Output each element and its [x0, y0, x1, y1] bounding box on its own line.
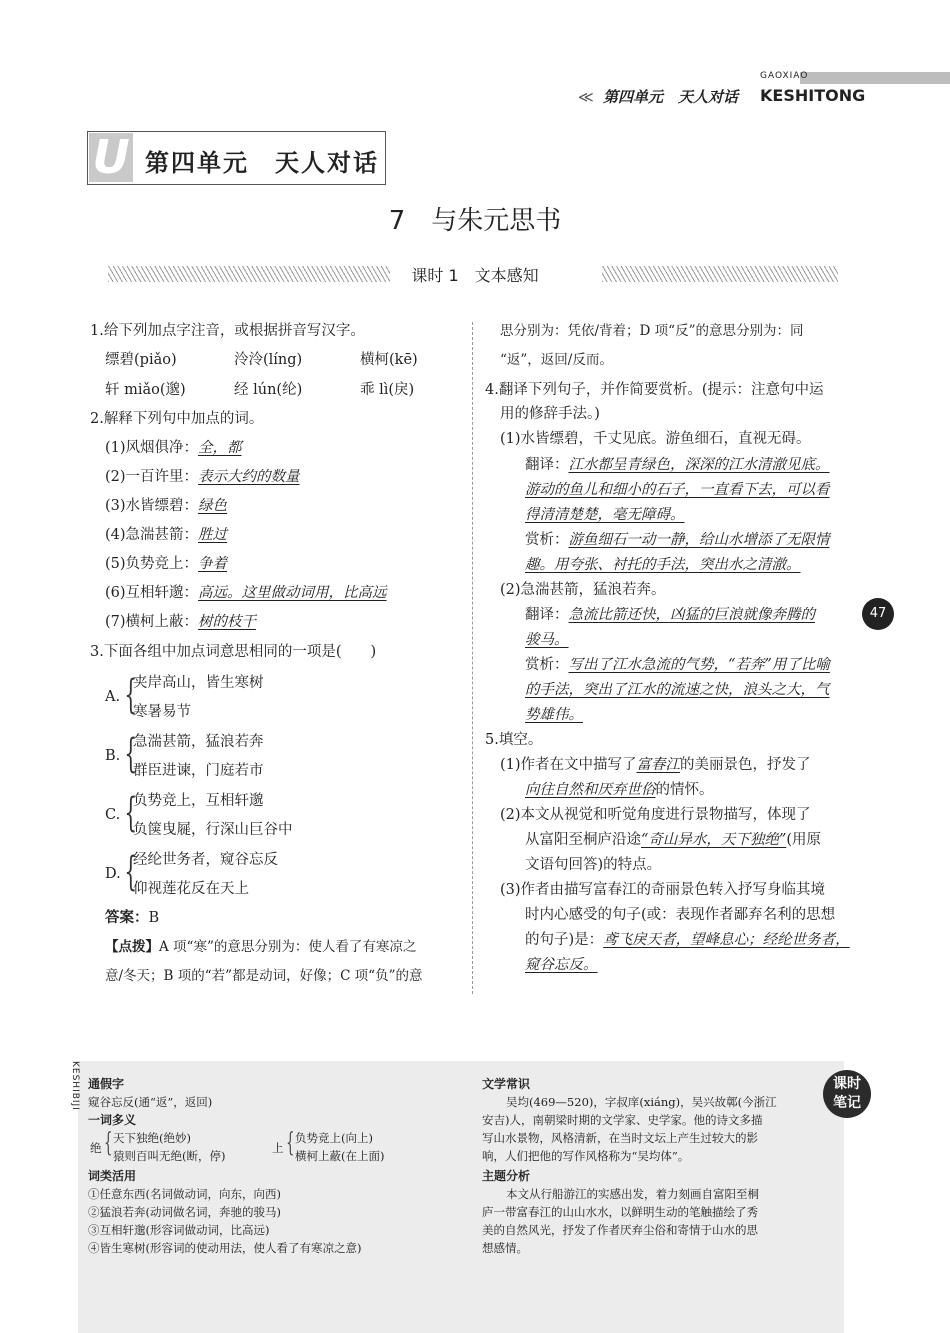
zhuti-line: 美的自然风光，抒发了作者厌弃尘俗和寄情于山水的思	[482, 1223, 758, 1237]
hint-text: A 项“寒”的意思分别为：使人看了有寒凉之	[159, 939, 417, 955]
answer-label: 答案：	[105, 909, 149, 926]
q4-appreciate	[525, 530, 830, 550]
q5-text: 的美丽景色，抒发了	[680, 757, 811, 773]
q3-hint-line: 意/冬天；B 项的“若”都是动词，好像；C 项“负”的意	[105, 968, 423, 984]
page-number-badge: 47	[862, 598, 894, 630]
answer-value: B	[148, 910, 160, 926]
q5-line: 时内心感受的句子(或：表现作者鄙弃名利的思想	[525, 907, 836, 923]
q3-option-line: 负势竞上，互相轩邈	[133, 793, 264, 809]
q3-option-line: 仰视莲花反在天上	[133, 881, 249, 897]
jue-meaning: 天下独绝(绝妙)	[113, 1131, 191, 1145]
badge-line: 课时	[833, 1076, 861, 1092]
q5-text: (用原	[786, 832, 821, 848]
header-unit-title: 第四单元 天人对话	[603, 88, 739, 106]
jue-meaning: 猿则百叫无绝(断，停)	[113, 1149, 226, 1163]
q4-translate	[525, 605, 815, 625]
column-divider	[472, 322, 473, 994]
notes-badge	[823, 1070, 871, 1118]
q3-option-line: 寒暑易节	[133, 704, 191, 720]
q3-hint-line: “返”，返回/反而。	[500, 352, 613, 368]
q2-answer: 争着	[198, 556, 228, 572]
q5-text: 的句子)是：	[525, 932, 604, 948]
q2-answer: 胜过	[198, 527, 228, 543]
wenxue-title: 文学常识	[482, 1077, 531, 1091]
badge-line: 笔记	[833, 1095, 861, 1111]
translate-text: 江水都呈青绿色，深深的江水清澈见底。	[568, 457, 830, 473]
q5-blank: 向往自然和厌弃世俗	[525, 782, 656, 798]
q5-text: 的情怀。	[655, 782, 714, 798]
q2-item	[105, 467, 300, 487]
appreciate-text: 趣。用夸张、衬托的手法，突出水之清澈。	[525, 557, 801, 573]
cilei-item: ②猛浪若奔(动词做名词，奔驰的骏马)	[88, 1205, 281, 1219]
q2-question: (5)负势竞上：	[105, 556, 199, 572]
q2-question: (4)急湍甚箭：	[105, 527, 199, 543]
header-arrows-icon: ≪	[578, 88, 594, 106]
q3-option-line: 负箧曳屣，行深山巨谷中	[133, 822, 293, 838]
q5-line	[500, 755, 811, 775]
shang-meaning: 横柯上蔽(在上面)	[295, 1149, 385, 1163]
q4-question: (1)水皆缥碧，千丈见底。游鱼细石，直视无碍。	[500, 431, 811, 447]
q1-stem: 1.给下列加点字注音，或根据拼音写汉字。	[90, 323, 365, 339]
q1-item: 泠泠(líng)	[234, 352, 303, 368]
q2-question: (3)水皆缥碧：	[105, 498, 199, 514]
q3-option-line: 经纶世务者，窥谷忘反	[133, 852, 278, 868]
q5-blank: 富春江	[636, 757, 681, 773]
q1-item: 轩 miǎo(邈)	[105, 382, 186, 398]
cilei-title: 词类活用	[88, 1169, 137, 1183]
q5-line: (3)作者由描写富春江的奇丽景色转入抒写身临其境	[500, 882, 826, 898]
translate-text: 游动的鱼儿和细小的石子，一直看下去，可以看	[525, 482, 830, 498]
brace-icon: {	[124, 790, 138, 836]
shang-meaning: 负势竞上(向上)	[295, 1131, 373, 1145]
q2-item	[105, 612, 256, 632]
q1-item: 缥碧(piǎo)	[105, 352, 177, 368]
q1-item: 乖 lì(戾)	[360, 382, 415, 398]
q1-item: 横柯(kē)	[360, 352, 418, 368]
lesson-title: 7 与朱元思书	[388, 206, 562, 236]
q5-text: (1)作者在文中描写了	[500, 757, 637, 773]
q2-item	[105, 438, 242, 458]
q3-option-line: 急湍甚箭，猛浪若奔	[133, 734, 264, 750]
brace-icon: {	[286, 1128, 295, 1158]
brace-icon: {	[124, 731, 138, 777]
q2-answer: 表示大约的数量	[198, 469, 300, 485]
q3-stem: 3.下面各组中加点词意思相同的一项是( )	[90, 644, 377, 660]
q2-answer: 树的枝干	[198, 614, 257, 630]
wenxue-line: 吴均(469—520)，字叔庠(xiáng)，吴兴故鄣(今浙江	[506, 1095, 777, 1109]
translate-text: 骏马。	[525, 632, 569, 648]
q5-line	[525, 930, 850, 950]
appreciate-text: 游鱼细石一动一静，给山水增添了无限情	[568, 532, 830, 548]
zhuti-line: 想感情。	[482, 1241, 528, 1255]
zhuti-line: 本文从行船游江的实感出发，着力刻画自富阳至桐	[506, 1187, 759, 1201]
q2-question: (1)风烟俱净：	[105, 440, 199, 456]
q3-hint-line: 思分别为：凭依/背着；D 项“反”的意思分别为：同	[500, 323, 804, 339]
q2-item	[105, 525, 227, 545]
shang-char: 上	[272, 1141, 284, 1155]
tongjia-title: 通假字	[88, 1077, 125, 1091]
q2-answer: 绿色	[198, 498, 228, 514]
q5-blank: 窥谷忘反。	[525, 957, 598, 973]
appreciate-label: 赏析：	[525, 532, 569, 548]
q3-option-line: 群臣进谏，门庭若市	[133, 763, 264, 779]
unit-banner-title: 第四单元 天人对话	[145, 148, 379, 177]
q5-line: 文语句回答)的特点。	[525, 857, 662, 873]
q4-stem: 用的修辞手法。)	[500, 406, 600, 422]
q5-blank: “奇山异水，天下独绝”	[641, 832, 787, 848]
wenxue-line: 响，人们把他的写作风格称为“吴均体”。	[482, 1149, 690, 1163]
appreciate-label: 赏析：	[525, 657, 569, 673]
q5-line	[525, 830, 821, 850]
q4-question: (2)急湍甚箭，猛浪若奔。	[500, 582, 666, 598]
translate-text: 急流比箭还快，凶猛的巨浪就像奔腾的	[568, 607, 815, 623]
q5-blank: 鸢飞戾天者，望峰息心；经纶世务者，	[603, 932, 850, 948]
wenxue-line: 写山水景物，风格清新，在当时文坛上产生过较大的影	[482, 1131, 758, 1145]
q2-answer: 全，都	[198, 440, 242, 456]
brace-icon: {	[124, 849, 138, 895]
q3-option-label: D.	[105, 866, 121, 882]
q5-stem: 5.填空。	[485, 732, 543, 748]
q2-item	[105, 554, 227, 574]
hint-label: 【点拨】	[105, 939, 159, 955]
q4-stem: 4.翻译下列句子，并作简要赏析。(提示：注意句中运	[485, 382, 824, 398]
cilei-item: ③互相轩邈(形容词做动词，比高远)	[88, 1223, 270, 1237]
q5-text: 从富阳至桐庐沿途	[525, 832, 641, 848]
q3-option-label: B.	[105, 748, 121, 764]
jue-char: 绝	[90, 1141, 102, 1155]
header-brand-large: KESHITONG	[760, 86, 866, 105]
tongjia-text: 窥谷忘反(通“返”，返回)	[88, 1095, 213, 1109]
unit-letter-logo: U	[89, 133, 133, 182]
q2-question: (2)一百许里：	[105, 469, 199, 485]
q3-option-label: C.	[105, 807, 121, 823]
q2-question: (7)横柯上蔽：	[105, 614, 199, 630]
zhuti-title: 主题分析	[482, 1169, 531, 1183]
yici-title: 一词多义	[88, 1113, 137, 1127]
q2-question: (6)互相轩邈：	[105, 585, 199, 601]
appreciate-text: 的手法，突出了江水的流速之快，浪头之大，气	[525, 682, 830, 698]
appreciate-text: 写出了江水急流的气势，“若奔”用了比喻	[568, 657, 830, 673]
q5-line: (2)本文从视觉和听觉角度进行景物描写，体现了	[500, 807, 811, 823]
brace-icon: {	[104, 1128, 113, 1158]
q4-appreciate	[525, 655, 830, 675]
header-brand-small: GAOXIAO	[760, 71, 809, 81]
brace-icon: {	[124, 672, 138, 718]
q3-answer	[105, 908, 159, 928]
translate-label: 翻译：	[525, 457, 569, 473]
q3-option-label: A.	[105, 689, 121, 705]
notes-side-label: KESHIBIJI	[70, 1061, 80, 1111]
q4-translate	[525, 455, 830, 475]
period-title: 课时 1 文本感知	[411, 266, 539, 285]
translate-label: 翻译：	[525, 607, 569, 623]
header-bar	[800, 72, 950, 84]
q2-stem: 2.解释下列句中加点的词。	[90, 411, 264, 427]
wenxue-line: 安吉)人，南朝梁时期的文学家、史学家。他的诗文多描	[482, 1113, 763, 1127]
appreciate-text: 势雄伟。	[525, 707, 583, 723]
q2-item	[105, 496, 227, 516]
translate-text: 得清清楚楚，毫无障碍。	[525, 507, 685, 523]
q2-answer: 高远。这里做动词用，比高远	[198, 585, 387, 601]
q5-line	[525, 780, 714, 800]
q2-item	[105, 583, 387, 603]
cilei-item: ④皆生寒树(形容词的使动用法，使人看了有寒凉之意)	[88, 1241, 362, 1255]
zhuti-line: 庐一带富春江的山山水水，以鲜明生动的笔触描绘了秀	[482, 1205, 758, 1219]
q3-option-line: 夹岸高山，皆生寒树	[133, 675, 264, 691]
cilei-item: ①任意东西(名词做动词，向东，向西)	[88, 1187, 281, 1201]
q3-hint-line	[105, 937, 416, 957]
q1-item: 经 lún(纶)	[234, 382, 303, 398]
